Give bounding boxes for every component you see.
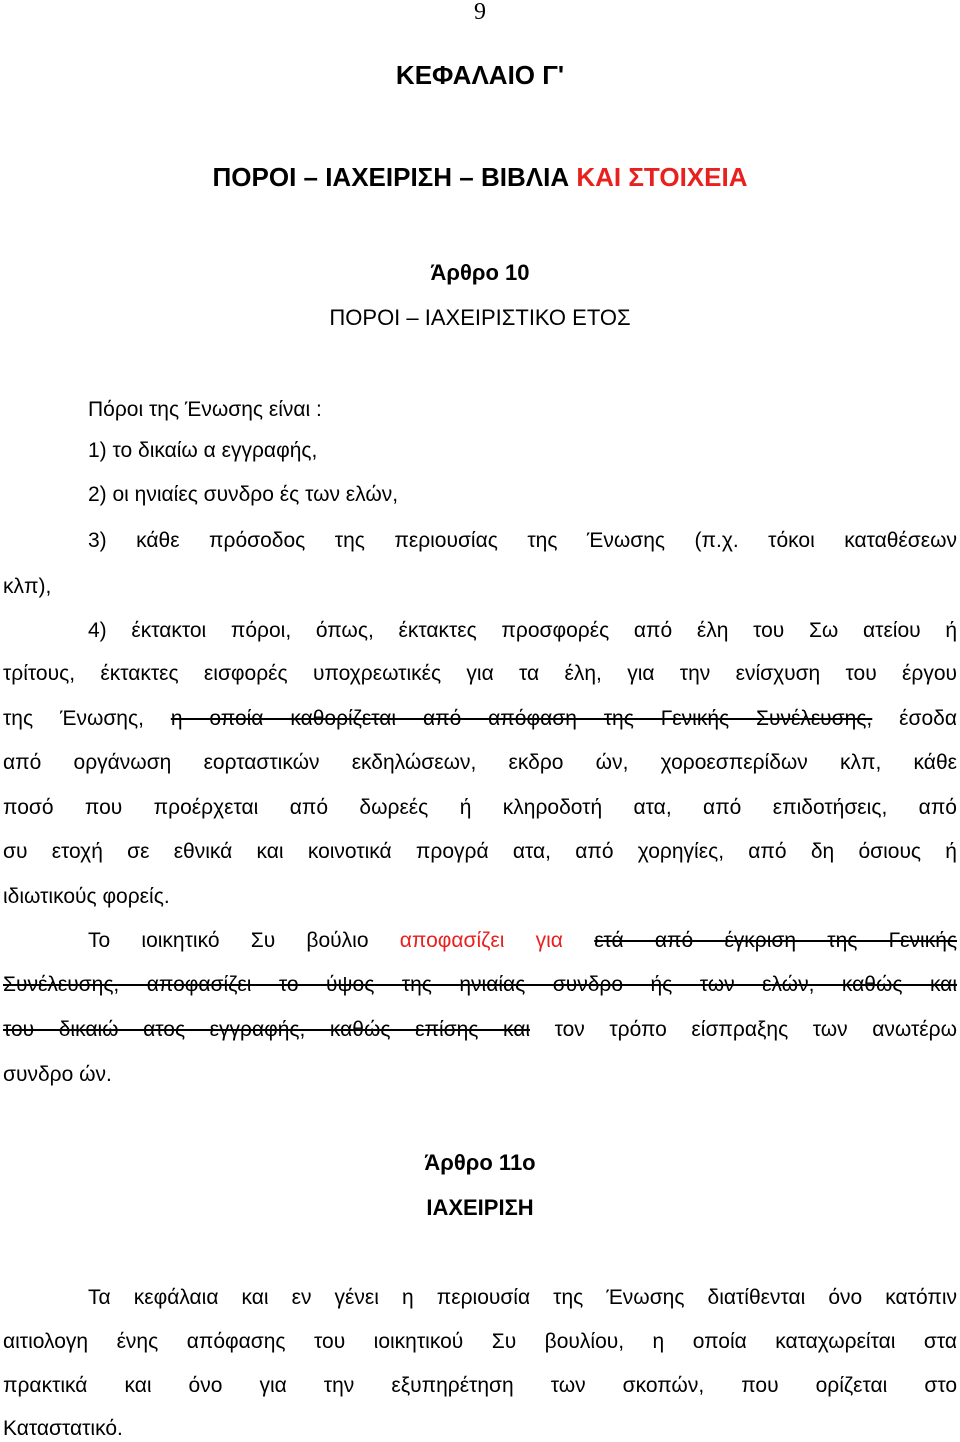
article-11-title: ΙΑΧΕΙΡΙΣΗ: [426, 1195, 534, 1220]
item-4-text-cont: έσοδα: [899, 707, 957, 730]
article-10-item-4-line-7: ιδιωτικούς φορείς.: [3, 885, 170, 908]
article-11-number: Άρθρο 11ο: [424, 1150, 536, 1175]
article-10-item-4-line-2: τρίτους, έκτακτες εισφορές υποχρεωτικές για τα έλη, για την ενίσχυση του έργου: [3, 662, 957, 685]
article-10-item-4-line-3: [3, 706, 957, 732]
article-10-item-2: 2) οι ηνιαίες συνδρο ές των ελών,: [88, 483, 399, 506]
article-10-intro: Πόροι της Ένωσης είναι :: [88, 398, 322, 421]
board-text: Το ιοικητικό Συ βούλιο: [88, 929, 369, 952]
chapter-title: ΚΕΦΑΛΑΙΟ Γ': [395, 60, 565, 90]
article-10-item-1: 1) το δικαίω α εγγραφής,: [88, 439, 318, 462]
section-title-highlight: ΚΑΙ ΣΤΟΙΧΕΙΑ: [576, 162, 748, 192]
article-10-item-4-line-1: 4) έκτακτοι πόροι, όπως, έκτακτες προσφορές από έλη του Σω ατείου ή: [88, 619, 957, 642]
article-10-number: Άρθρο 10: [430, 260, 530, 285]
item-4-deleted-text: η οποία καθορίζεται από απόφαση της Γενικής Συνέλευσης,: [170, 707, 873, 730]
article-10-board-line-3: [3, 1017, 957, 1043]
section-title: [0, 162, 960, 192]
article-11-line-4: Καταστατικό.: [3, 1417, 123, 1440]
page-number: 9: [474, 0, 486, 25]
article-10-board-line-4: συνδρο ών.: [3, 1063, 112, 1086]
article-10-item-4-line-4: από οργάνωση εορταστικών εκδηλώσεων, εκδρο ών, χοροεσπερίδων κλπ, κάθε: [3, 751, 957, 774]
article-10-item-4-line-5: ποσό που προέρχεται από δωρεές ή κληροδοτή ατα, από επιδοτήσεις, από: [3, 796, 957, 819]
board-deleted-text: ετά από έγκριση της Γενικής: [594, 929, 957, 952]
article-10-item-3-line-1: 3) κάθε πρόσοδος της περιουσίας της Ένωσης (π.χ. τόκοι καταθέσεων: [88, 529, 957, 552]
section-title-main: ΠΟΡΟΙ – ΙΑΧΕΙΡΙΣΗ – ΒΙΒΛΙΑ: [212, 162, 570, 192]
board-deleted-text-2: του δικαιώ ατος εγγραφής, καθώς επίσης και: [3, 1018, 530, 1041]
item-4-text: της Ένωσης,: [3, 707, 144, 730]
article-10-board-line-1: [88, 928, 957, 954]
article-10-item-3-line-2: κλπ),: [3, 575, 52, 598]
article-11-line-3: πρακτικά και όνο για την εξυπηρέτηση των σκοπών, που ορίζεται στο: [3, 1374, 957, 1397]
article-11-line-2: αιτιολογη ένης απόφασης του ιοικητικού Συ βουλίου, η οποία καταχωρείται στα: [3, 1330, 957, 1353]
board-inserted-text: αποφασίζει για: [399, 929, 563, 952]
board-text-cont: τον τρόπο είσπραξης των ανωτέρω: [554, 1018, 957, 1041]
article-10-item-4-line-6: συ ετοχή σε εθνικά και κοινοτικά προγρά ατα, από χορηγίες, από δη όσιους ή: [3, 840, 957, 863]
article-10-board-line-2: Συνέλευσης, αποφασίζει το ύψος της ηνιαίας συνδρο ής των ελών, καθώς και: [3, 973, 957, 996]
article-11-line-1: Τα κεφάλαια και εν γένει η περιουσία της Ένωσης διατίθενται όνο κατόπιν: [88, 1286, 957, 1309]
article-10-title: ΠΟΡΟΙ – ΙΑΧΕΙΡΙΣΤΙΚΟ ΕΤΟΣ: [329, 305, 631, 330]
